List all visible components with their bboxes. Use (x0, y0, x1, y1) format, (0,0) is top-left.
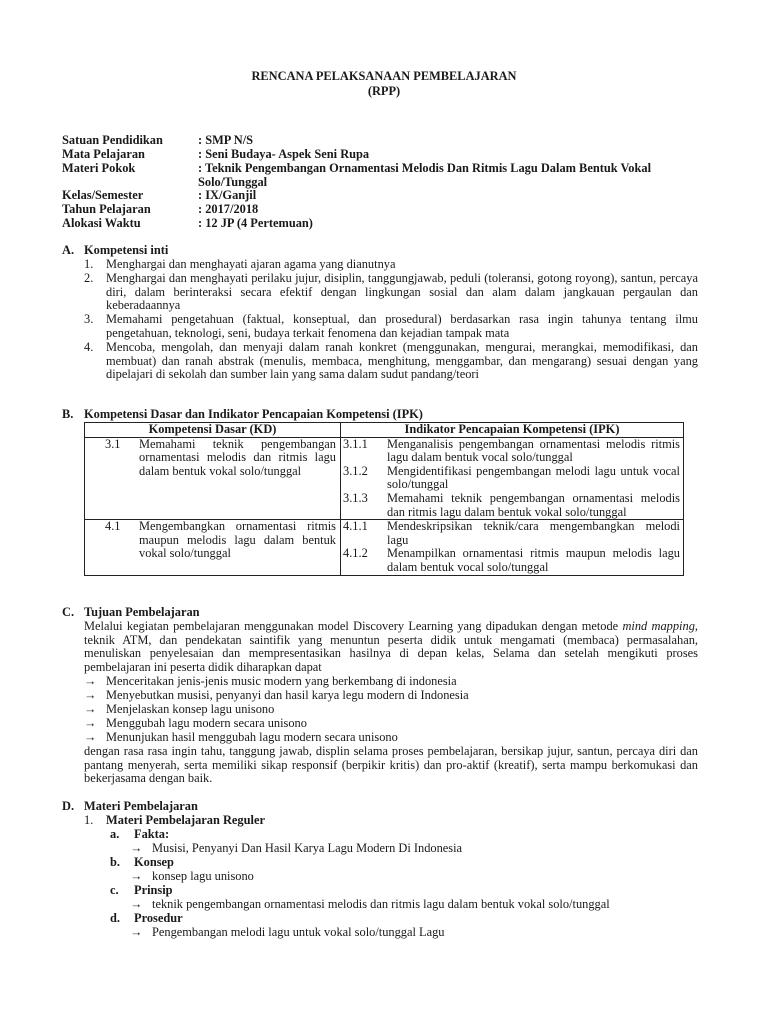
ipk-item (341, 465, 683, 492)
material-text: konsep lagu unisono (152, 869, 254, 883)
ipk-number: 3.1.2 (343, 463, 368, 478)
ipk-number: 4.1.2 (343, 546, 368, 561)
ipk-item (341, 492, 683, 519)
kd-text: Memahami teknik pengembangan ornamentasi melodis dan ritmis lagu dalam bentuk vokal solo/tunggal (139, 436, 336, 478)
part-letter: b. (110, 855, 120, 869)
identity-value: : Seni Budaya- Aspek Seni Rupa (198, 147, 370, 161)
goal-text: Menjelaskan konsep lagu unisono (106, 702, 275, 716)
section-letter: A. (62, 243, 75, 257)
section-title: Kompetensi Dasar dan Indikator Pencapaian Kompetensi (IPK) (84, 407, 423, 421)
ipk-cell (341, 437, 684, 520)
document-title: RENCANA PELAKSANAAN PEMBELAJARAN (251, 69, 517, 83)
ipk-text: Memahami teknik pengembangan ornamentasi melodis dan ritmis lagu dalam bentuk vokal solo/tunggal (387, 490, 680, 519)
kd-number: 3.1 (105, 436, 121, 451)
arrow-right-icon: → (84, 716, 97, 730)
material-text: teknik pengembangan ornamentasi melodis dan ritmis lagu dalam bentuk vokal solo/tunggal (152, 897, 610, 911)
part-letter: c. (110, 883, 119, 897)
item-number: 3. (84, 312, 94, 326)
ipk-text: Menganalisis pengembangan ornamentasi melodis ritmis lagu dalam bentuk vocal solo/tunggal (387, 436, 680, 465)
ipk-text: Mendeskripsikan teknik/cara mengembangkan melodi lagu (387, 519, 680, 547)
goal-text: Menggubah lagu modern secara unisono (106, 716, 307, 730)
arrow-right-icon: → (130, 841, 143, 855)
identity-value: : SMP N/S (198, 133, 254, 147)
item-text: Memahami pengetahuan (faktual, konseptual, dan prosedural) berdasarkan rasa ingin tahunya tentang ilmu pengetahuan, teknologi, seni, budaya terkait fenomena dan kejadian tampak mata (106, 312, 698, 340)
section-letter: D. (62, 799, 75, 813)
section-letter: C. (62, 605, 75, 619)
section-title: Tujuan Pembelajaran (84, 605, 200, 619)
ipk-item (341, 438, 683, 465)
section-title: Kompetensi inti (84, 243, 169, 257)
intro-text: , teknik ATM, dan pendekatan saintifik yang menuntun peserta didik untuk mengamati (membaca) permasalahan, menuliskan penyelesaian dan mempresentasikan hasilnya di depan kelas, Selama dan setelah mengikuti proses pembelajaran ini peserta didik diharapkan dapat (84, 619, 698, 674)
identity-value: : IX/Ganjil (198, 188, 257, 202)
kd-cell (85, 437, 341, 520)
part-letter: d. (110, 911, 120, 925)
material-text: Pengembangan melodi lagu untuk vokal solo/tunggal Lagu (152, 925, 445, 939)
item-text: Menghargai dan menghayati perilaku jujur, disiplin, tanggungjawab, peduli (toleransi, gotong royong), santun, percaya diri, dalam berinteraksi secara efektif dengan lingkungan sosial dan alam dalam jangkauan pergaulan dan keberadaannya (106, 271, 698, 313)
ipk-text: Mengidentifikasi pengembangan melodi lagu untuk vocal solo/tunggal (387, 463, 680, 492)
arrow-right-icon: → (130, 897, 143, 911)
subsection-number: 1. (84, 813, 94, 827)
item-number: 4. (84, 340, 94, 354)
ipk-number: 3.1.1 (343, 436, 368, 451)
ipk-text: Menampilkan ornamentasi ritmis maupun melodis lagu dalam bentuk vocal solo/tunggal (387, 546, 680, 574)
table-row (85, 520, 684, 575)
goal-text: Menceritakan jenis-jenis music modern yang berkembang di indonesia (106, 674, 457, 688)
ipk-item (341, 547, 683, 574)
part-letter: a. (110, 827, 120, 841)
kd-cell (85, 520, 341, 575)
part-title: Konsep (134, 855, 174, 869)
identity-label: Satuan Pendidikan (62, 133, 163, 147)
arrow-right-icon: → (130, 869, 143, 883)
column-header-kd: Kompetensi Dasar (KD) (85, 423, 341, 438)
item-text: Menghargai dan menghayati ajaran agama yang dianutnya (106, 257, 396, 271)
ipk-item (341, 520, 683, 547)
identity-value: : Teknik Pengembangan Ornamentasi Melodis Dan Ritmis Lagu Dalam Bentuk Vokal Solo/Tunggal (198, 161, 652, 189)
goal-text: Menunjukan hasil menggubah lagu modern secara unisono (106, 730, 398, 744)
identity-label: Materi Pokok (62, 161, 136, 175)
ipk-number: 4.1.1 (343, 519, 368, 534)
kd-text: Mengembangkan ornamentasi ritmis maupun melodis lagu dalam bentuk vokal solo/tunggal (139, 519, 336, 561)
intro-emphasis: mind mapping (622, 619, 695, 633)
arrow-right-icon: → (130, 925, 143, 939)
part-title: Fakta: (134, 827, 170, 841)
table-row (85, 437, 684, 520)
arrow-right-icon: → (84, 688, 97, 702)
column-header-ipk: Indikator Pencapaian Kompetensi (IPK) (341, 423, 684, 438)
ipk-cell (341, 520, 684, 575)
arrow-right-icon: → (84, 702, 97, 716)
material-text: Musisi, Penyanyi Dan Hasil Karya Lagu Modern Di Indonesia (152, 841, 463, 855)
item-number: 1. (84, 257, 94, 271)
arrow-right-icon: → (84, 674, 97, 688)
identity-value: : 2017/2018 (198, 202, 259, 216)
part-title: Prosedur (134, 911, 183, 925)
identity-value: : 12 JP (4 Pertemuan) (198, 216, 313, 230)
identity-label: Kelas/Semester (62, 188, 144, 202)
arrow-right-icon: → (84, 730, 97, 744)
item-text: Mencoba, mengolah, dan menyaji dalam ranah konkret (menggunakan, mengurai, merangkai, memodifikasi, dan membuat) dan ranah abstrak (menulis, membaca, menghitung, menggambar, dan mengarang) sesuai dengan yang dipelajari di sekolah dan sumber lain yang sama dalam sudut pandang/teori (106, 340, 698, 382)
identity-label: Alokasi Waktu (62, 216, 141, 230)
intro-text: Melalui kegiatan pembelajaran menggunakan model Discovery Learning yang dipadukan dengan metode (84, 619, 623, 633)
table-header-row (85, 423, 684, 438)
section-letter: B. (62, 407, 74, 421)
goal-closing-paragraph: dengan rasa rasa ingin tahu, tanggung jawab, displin selama proses pembelajaran, bersikap jujur, santun, percaya diri dan pantang menyerah, serta memiliki sikap responsif (berpikir kritis) dan pro-aktif (kreatif), serta mampu berkomukasi dan bekerjasama dengan baik. (84, 744, 698, 786)
part-title: Prinsip (134, 883, 173, 897)
kd-number: 4.1 (105, 519, 121, 534)
ipk-number: 3.1.3 (343, 490, 368, 505)
goal-intro-paragraph (84, 620, 698, 674)
document-subtitle: (RPP) (367, 84, 401, 98)
identity-label: Tahun Pelajaran (62, 202, 151, 216)
subsection-title: Materi Pembelajaran Reguler (106, 813, 265, 827)
item-number: 2. (84, 271, 94, 285)
kd-ipk-table (84, 422, 684, 576)
identity-label: Mata Pelajaran (62, 147, 145, 161)
goal-text: Menyebutkan musisi, penyanyi dan hasil karya legu modern di Indonesia (106, 688, 469, 702)
section-title: Materi Pembelajaran (84, 799, 198, 813)
